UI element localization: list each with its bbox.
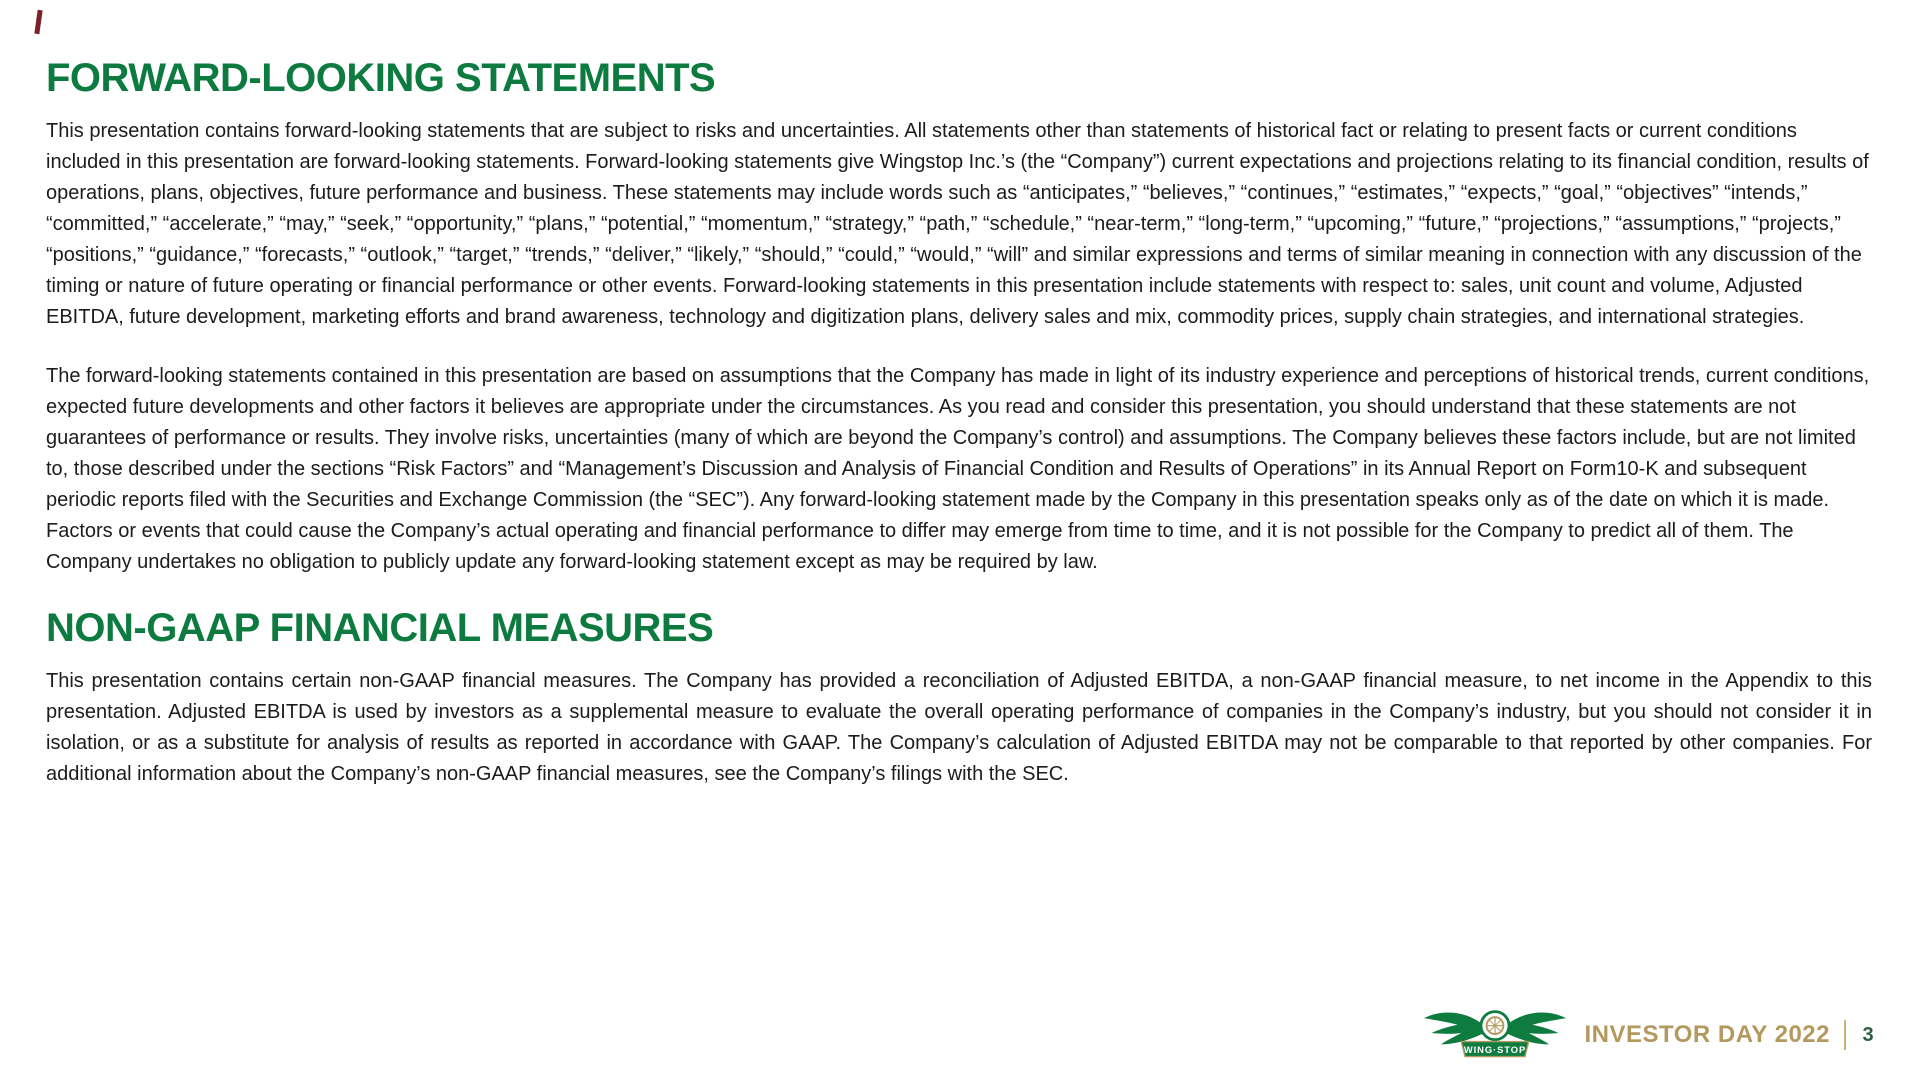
forward-looking-paragraph-2: The forward-looking statements contained in this presentation are based on assumptions that the Company has made in light of its industry experience and perceptions of historical trends, current conditions, expected future developments and other factors it believes are appropriate under the circumstances. As you read and consider this presentation, you should understand that these statements are not guarantees of performance or results. They involve risks, uncertainties (many of which are beyond the Company’s control) and assumptions. The Company believes these factors include, but are not limited to, those described under the sections “Risk Factors” and “Management’s Discussion and Analysis of Financial Condition and Results of Operations” in its Annual Report on Form10-K and subsequent periodic reports filed with the Securities and Exchange Commission (the “SEC”). Any forward-looking statement made by the Company in this presentation speaks only as of the date on which it is made. Factors or events that could cause the Company’s actual operating and financial performance to differ may emerge from time to time, and it is not possible for the Company to predict all of them. The Company undertakes no obligation to publicly update any forward-looking statement except as may be required by law. (46, 365, 1870, 573)
forward-looking-paragraph-1: This presentation contains forward-looking statements that are subject to risks and uncertainties. All statements other than statements of historical fact or relating to present facts or current conditions included in this presentation are forward-looking statements. Forward-looking statements give Wingstop Inc.’s (the “Company”) current expectations and projections relating to its financial condition, results of operations, plans, objectives, future performance and business. These statements may include words such as “anticipates,” “believes,” “continues,” “estimates,” “expects,” “goal,” “objectives” “intends,” “committed,” “accelerate,” “may,” “seek,” “opportunity,” “plans,” “potential,” “momentum,” “strategy,” “path,” “schedule,” “near-term,” “long-term,” “upcoming,” “future,” “projections,” “assumptions,” “projects,” “positions,” “guidance,” “forecasts,” “outlook,” “target,” “trends,” “deliver,” “likely,” “should,” “could,” “would,” “will” and similar expressions and terms of similar meaning in connection with any discussion of the timing or nature of future operating or financial performance or other events. Forward-looking statements in this presentation include statements with respect to: sales, unit count and volume, Adjusted EBITDA, future development, marketing efforts and brand awareness, technology and digitization plans, delivery sales and mix, commodity prices, supply chain strategies, and international strategies. (46, 120, 1869, 328)
footer-divider (1844, 1020, 1846, 1050)
page-number: 3 (1862, 1023, 1874, 1046)
wingstop-wings-icon (1420, 1006, 1570, 1064)
section-title-non-gaap-measures: NON-GAAP FINANCIAL MEASURES (46, 606, 714, 650)
section-title-forward-looking-statements: FORWARD-LOOKING STATEMENTS (46, 56, 716, 100)
non-gaap-paragraph-1: This presentation contains certain non-GAAP financial measures. The Company has provided a reconciliation of Adjusted EBITDA, a non-GAAP financial measure, to net income in the Appendix to this presentation. Adjusted EBITDA is used by investors as a supplemental measure to evaluate the overall operating performance of companies in the Company’s industry, but you should not consider it in isolation, or as a substitute for analysis of results as reported in accordance with GAAP. The Company’s calculation of Adjusted EBITDA may not be comparable to that reported by other companies. For additional information about the Company’s non-GAAP financial measures, see the Company’s filings with the SEC. (46, 670, 1872, 785)
wingstop-logo (1420, 1006, 1570, 1064)
slide-footer (1420, 1006, 1876, 1064)
corner-accent-mark (34, 10, 42, 34)
wingstop-logo-text: WING·STOP (1464, 1044, 1527, 1055)
investor-day-label: INVESTOR DAY 2022 (1584, 1021, 1830, 1048)
